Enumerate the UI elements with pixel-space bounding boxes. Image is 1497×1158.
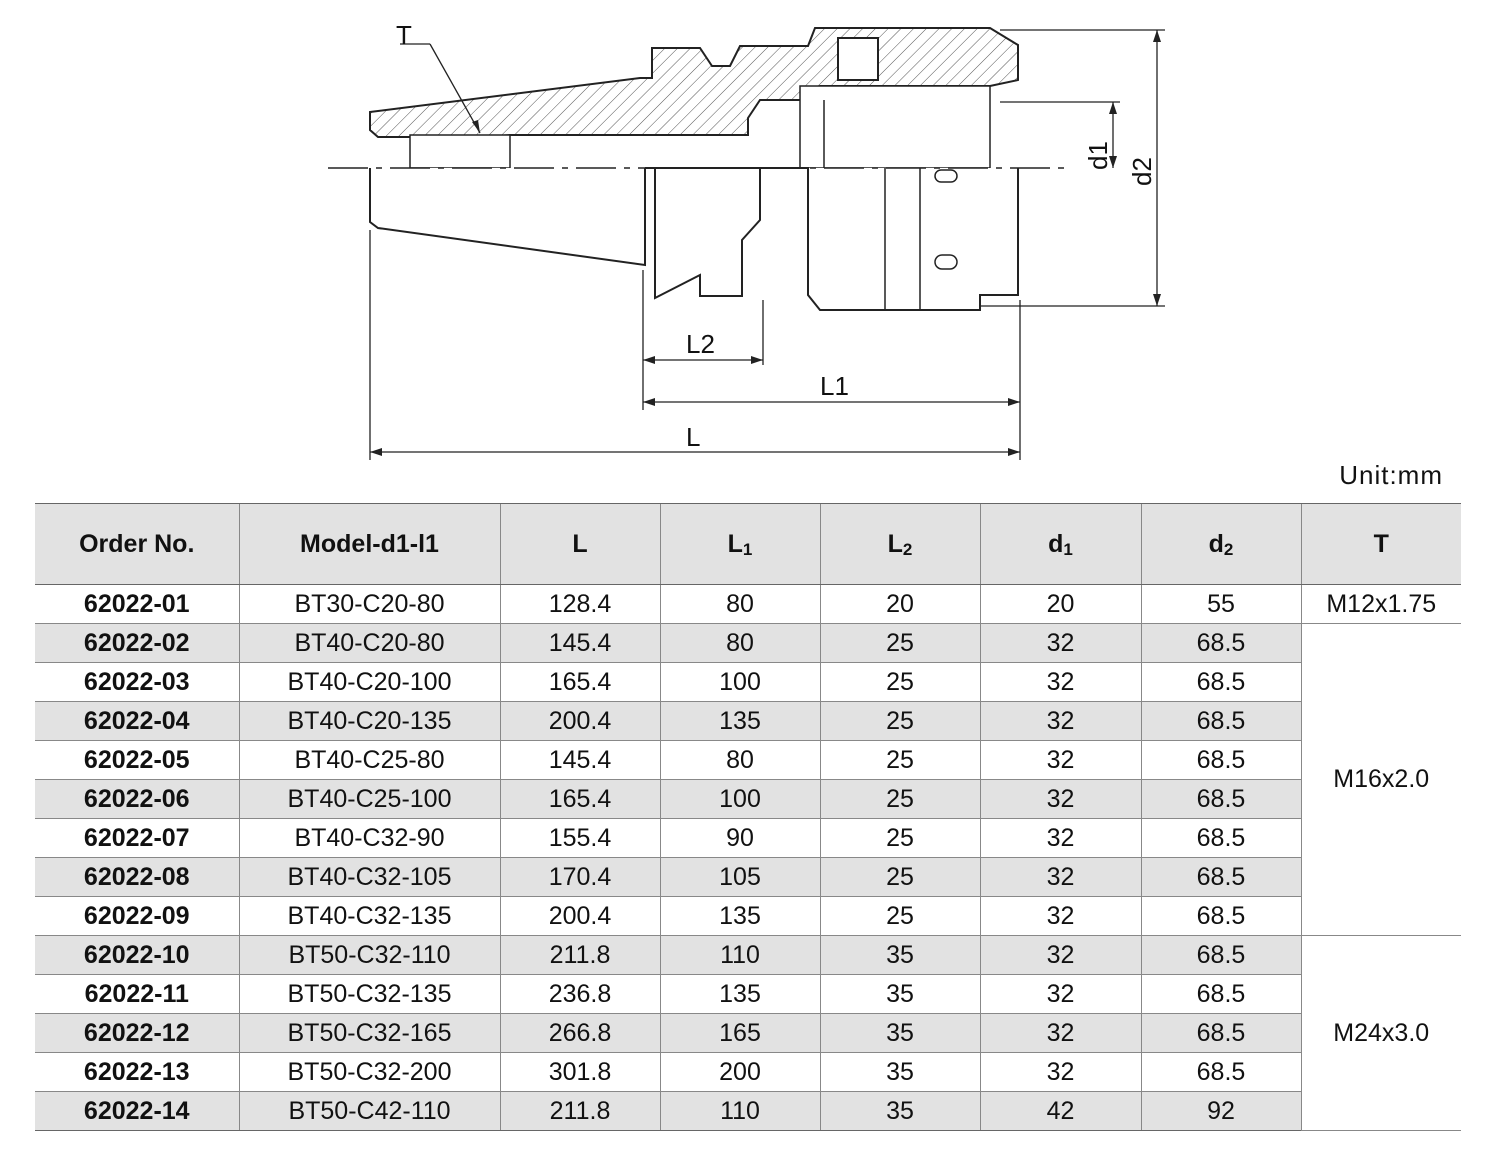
holder-lower-profile — [370, 168, 1018, 310]
cell-L1: 110 — [660, 936, 820, 975]
cell-d2: 68.5 — [1141, 1053, 1301, 1092]
cell-order: 62022-10 — [35, 936, 239, 975]
header-L1: L1 — [660, 504, 820, 585]
cell-L1: 105 — [660, 858, 820, 897]
cell-d1: 32 — [980, 897, 1141, 936]
unit-label: Unit:mm — [1339, 460, 1443, 490]
cell-L2: 25 — [820, 624, 980, 663]
cell-L: 170.4 — [500, 858, 660, 897]
cell-d1: 32 — [980, 663, 1141, 702]
cell-d1: 32 — [980, 741, 1141, 780]
table-row — [35, 780, 1461, 819]
cell-model: BT50-C32-200 — [239, 1053, 500, 1092]
cell-L1: 100 — [660, 663, 820, 702]
cell-L1: 80 — [660, 741, 820, 780]
header-L: L — [500, 504, 660, 585]
table-row — [35, 897, 1461, 936]
table-row — [35, 936, 1461, 975]
header-order-no: Order No. — [35, 504, 239, 585]
table-row — [35, 585, 1461, 624]
cell-d2: 92 — [1141, 1092, 1301, 1131]
cell-L2: 20 — [820, 585, 980, 624]
cell-d1: 20 — [980, 585, 1141, 624]
cell-model: BT40-C20-100 — [239, 663, 500, 702]
cell-L1: 135 — [660, 975, 820, 1014]
cell-L1: 135 — [660, 897, 820, 936]
header-model: Model-d1-l1 — [239, 504, 500, 585]
cell-d2: 68.5 — [1141, 819, 1301, 858]
cell-d1: 32 — [980, 780, 1141, 819]
cell-L: 211.8 — [500, 1092, 660, 1131]
label-L1: L1 — [820, 371, 849, 401]
label-d2: d2 — [1127, 157, 1157, 186]
cell-model: BT40-C32-105 — [239, 858, 500, 897]
cell-L: 145.4 — [500, 624, 660, 663]
cell-d2: 55 — [1141, 585, 1301, 624]
cell-order: 62022-08 — [35, 858, 239, 897]
holder-upper-section — [370, 28, 1018, 168]
cell-d2: 68.5 — [1141, 663, 1301, 702]
header-L2: L2 — [820, 504, 980, 585]
cell-d1: 32 — [980, 702, 1141, 741]
label-L2: L2 — [686, 329, 715, 359]
cell-L: 236.8 — [500, 975, 660, 1014]
cell-thread: M16x2.0 — [1301, 624, 1461, 936]
table-row — [35, 1092, 1461, 1131]
cell-L2: 35 — [820, 936, 980, 975]
cell-model: BT40-C20-135 — [239, 702, 500, 741]
cell-L1: 200 — [660, 1053, 820, 1092]
cell-d2: 68.5 — [1141, 858, 1301, 897]
table-row — [35, 663, 1461, 702]
cell-d2: 68.5 — [1141, 624, 1301, 663]
cell-model: BT50-C32-135 — [239, 975, 500, 1014]
table-row — [35, 1014, 1461, 1053]
cell-order: 62022-07 — [35, 819, 239, 858]
cell-d2: 68.5 — [1141, 936, 1301, 975]
cell-model: BT50-C32-165 — [239, 1014, 500, 1053]
tool-holder-drawing — [0, 0, 1497, 470]
cell-d2: 68.5 — [1141, 897, 1301, 936]
cell-L1: 100 — [660, 780, 820, 819]
cell-L2: 25 — [820, 897, 980, 936]
cell-d1: 32 — [980, 1053, 1141, 1092]
cell-d1: 42 — [980, 1092, 1141, 1131]
cell-L2: 25 — [820, 858, 980, 897]
cell-order: 62022-04 — [35, 702, 239, 741]
table-header-row — [35, 504, 1461, 585]
cell-L2: 35 — [820, 975, 980, 1014]
label-L: L — [686, 422, 701, 452]
cell-d1: 32 — [980, 819, 1141, 858]
label-d1: d1 — [1083, 141, 1113, 170]
cell-L: 145.4 — [500, 741, 660, 780]
cell-d2: 68.5 — [1141, 975, 1301, 1014]
cell-model: BT40-C32-90 — [239, 819, 500, 858]
cell-L: 165.4 — [500, 663, 660, 702]
cell-L1: 80 — [660, 624, 820, 663]
cell-order: 62022-11 — [35, 975, 239, 1014]
cell-L: 128.4 — [500, 585, 660, 624]
cell-d1: 32 — [980, 624, 1141, 663]
cell-L: 155.4 — [500, 819, 660, 858]
table-row — [35, 858, 1461, 897]
cell-L1: 135 — [660, 702, 820, 741]
cell-model: BT40-C25-100 — [239, 780, 500, 819]
cell-L2: 35 — [820, 1053, 980, 1092]
cell-L2: 25 — [820, 819, 980, 858]
cell-L2: 25 — [820, 702, 980, 741]
cell-order: 62022-13 — [35, 1053, 239, 1092]
header-T: T — [1301, 504, 1461, 585]
cell-L1: 80 — [660, 585, 820, 624]
cell-order: 62022-12 — [35, 1014, 239, 1053]
cell-order: 62022-01 — [35, 585, 239, 624]
cell-model: BT50-C32-110 — [239, 936, 500, 975]
cell-L2: 35 — [820, 1092, 980, 1131]
cell-thread: M24x3.0 — [1301, 936, 1461, 1131]
cell-d1: 32 — [980, 975, 1141, 1014]
cell-d2: 68.5 — [1141, 741, 1301, 780]
cell-model: BT30-C20-80 — [239, 585, 500, 624]
cell-d1: 32 — [980, 1014, 1141, 1053]
cell-order: 62022-05 — [35, 741, 239, 780]
cell-d2: 68.5 — [1141, 702, 1301, 741]
spec-table — [35, 503, 1461, 1131]
cell-d1: 32 — [980, 858, 1141, 897]
cell-L: 301.8 — [500, 1053, 660, 1092]
table-row — [35, 1053, 1461, 1092]
cell-L2: 35 — [820, 1014, 980, 1053]
cell-model: BT40-C20-80 — [239, 624, 500, 663]
cell-order: 62022-14 — [35, 1092, 239, 1131]
cell-L2: 25 — [820, 663, 980, 702]
cell-L: 200.4 — [500, 702, 660, 741]
cell-L1: 90 — [660, 819, 820, 858]
table-row — [35, 819, 1461, 858]
header-d1: d1 — [980, 504, 1141, 585]
cell-L2: 25 — [820, 741, 980, 780]
cell-thread: M12x1.75 — [1301, 585, 1461, 624]
cell-L: 200.4 — [500, 897, 660, 936]
cell-model: BT50-C42-110 — [239, 1092, 500, 1131]
cell-order: 62022-03 — [35, 663, 239, 702]
header-d2: d2 — [1141, 504, 1301, 585]
table-row — [35, 975, 1461, 1014]
label-T: T — [396, 20, 412, 50]
cell-L2: 25 — [820, 780, 980, 819]
cell-L: 165.4 — [500, 780, 660, 819]
cell-L1: 165 — [660, 1014, 820, 1053]
cell-model: BT40-C32-135 — [239, 897, 500, 936]
cell-d2: 68.5 — [1141, 1014, 1301, 1053]
cell-d1: 32 — [980, 936, 1141, 975]
cell-L: 211.8 — [500, 936, 660, 975]
cell-L: 266.8 — [500, 1014, 660, 1053]
table-row — [35, 741, 1461, 780]
cell-L1: 110 — [660, 1092, 820, 1131]
cell-d2: 68.5 — [1141, 780, 1301, 819]
table-row — [35, 624, 1461, 663]
cell-order: 62022-06 — [35, 780, 239, 819]
table-row — [35, 702, 1461, 741]
cell-order: 62022-02 — [35, 624, 239, 663]
cell-model: BT40-C25-80 — [239, 741, 500, 780]
cell-order: 62022-09 — [35, 897, 239, 936]
